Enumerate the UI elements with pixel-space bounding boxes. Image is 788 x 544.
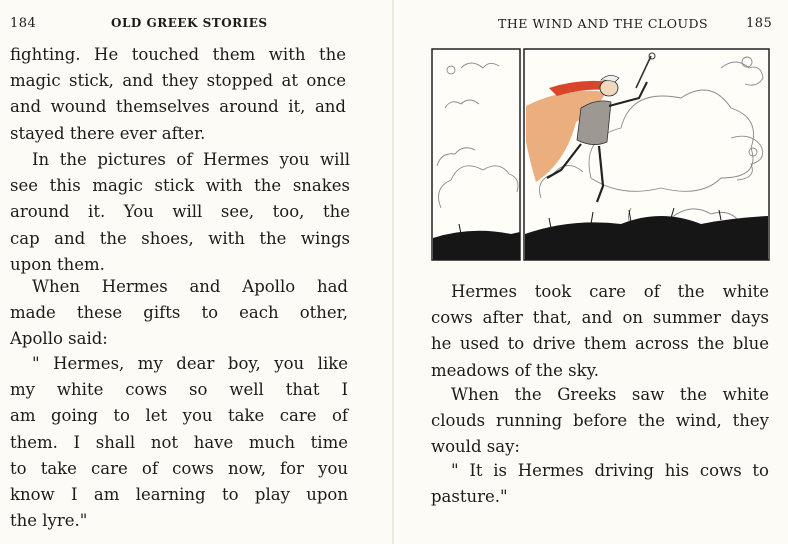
paragraph: [10, 42, 346, 147]
running-head-right: THE WIND AND THE CLOUDS: [498, 16, 709, 31]
text-line: fighting. He touched them with the: [10, 45, 346, 64]
dark-hill-left: [433, 231, 520, 260]
text-line: and wound themselves around it, and: [10, 97, 346, 117]
text-line: clouds running before the wind, they: [431, 411, 769, 431]
paragraph: [10, 147, 350, 278]
text-line: made these gifts to each other,: [10, 303, 348, 323]
text-line: In the pictures of Hermes you will: [32, 150, 350, 169]
text-line: know I am learning to play upon: [10, 485, 348, 505]
tunic: [577, 101, 611, 145]
text-line: When the Greeks saw the white: [451, 385, 769, 404]
text-line: " It is Hermes driving his cows to: [451, 461, 769, 480]
text-line: Apollo said:: [10, 329, 108, 349]
text-line: upon them.: [10, 254, 105, 274]
paragraph: [431, 458, 769, 510]
running-head-left: OLD GREEK STORIES: [111, 16, 268, 30]
text-line: to take care of cows now, for you: [10, 458, 348, 478]
text-line: around it. You will see, too, the: [10, 202, 350, 222]
paragraph: [431, 382, 769, 461]
paragraph: [10, 274, 348, 353]
paragraph: [10, 351, 348, 534]
hermes-head: [600, 80, 618, 96]
text-line: meadows of the sky.: [431, 360, 599, 380]
left-panel-frame: [432, 49, 520, 260]
text-line: would say:: [431, 437, 520, 457]
text-line: he used to drive them across the blue: [431, 334, 769, 354]
hermes-illustration: [431, 48, 770, 261]
text-line: stayed there ever after.: [10, 123, 206, 143]
text-line: my white cows so well that I: [10, 380, 348, 400]
text-line: When Hermes and Apollo had: [32, 277, 348, 296]
paragraph: [431, 279, 769, 384]
text-line: the lyre.": [10, 511, 88, 531]
text-line: see this magic stick with the snakes: [10, 176, 350, 196]
text-line: cap and the shoes, with the wings: [10, 228, 350, 248]
text-line: " Hermes, my dear boy, you like: [32, 354, 348, 373]
text-line: Hermes took care of the white: [451, 282, 769, 301]
page-number-left: 184: [10, 16, 37, 31]
text-line: am going to let you take care of: [10, 406, 348, 426]
text-line: cows after that, and on summer days: [431, 308, 769, 328]
text-line: pasture.": [431, 487, 508, 507]
page-number-right: 185: [746, 16, 773, 31]
text-line: them. I shall not have much time: [10, 432, 348, 452]
text-line: magic stick, and they stopped at once: [10, 71, 346, 91]
